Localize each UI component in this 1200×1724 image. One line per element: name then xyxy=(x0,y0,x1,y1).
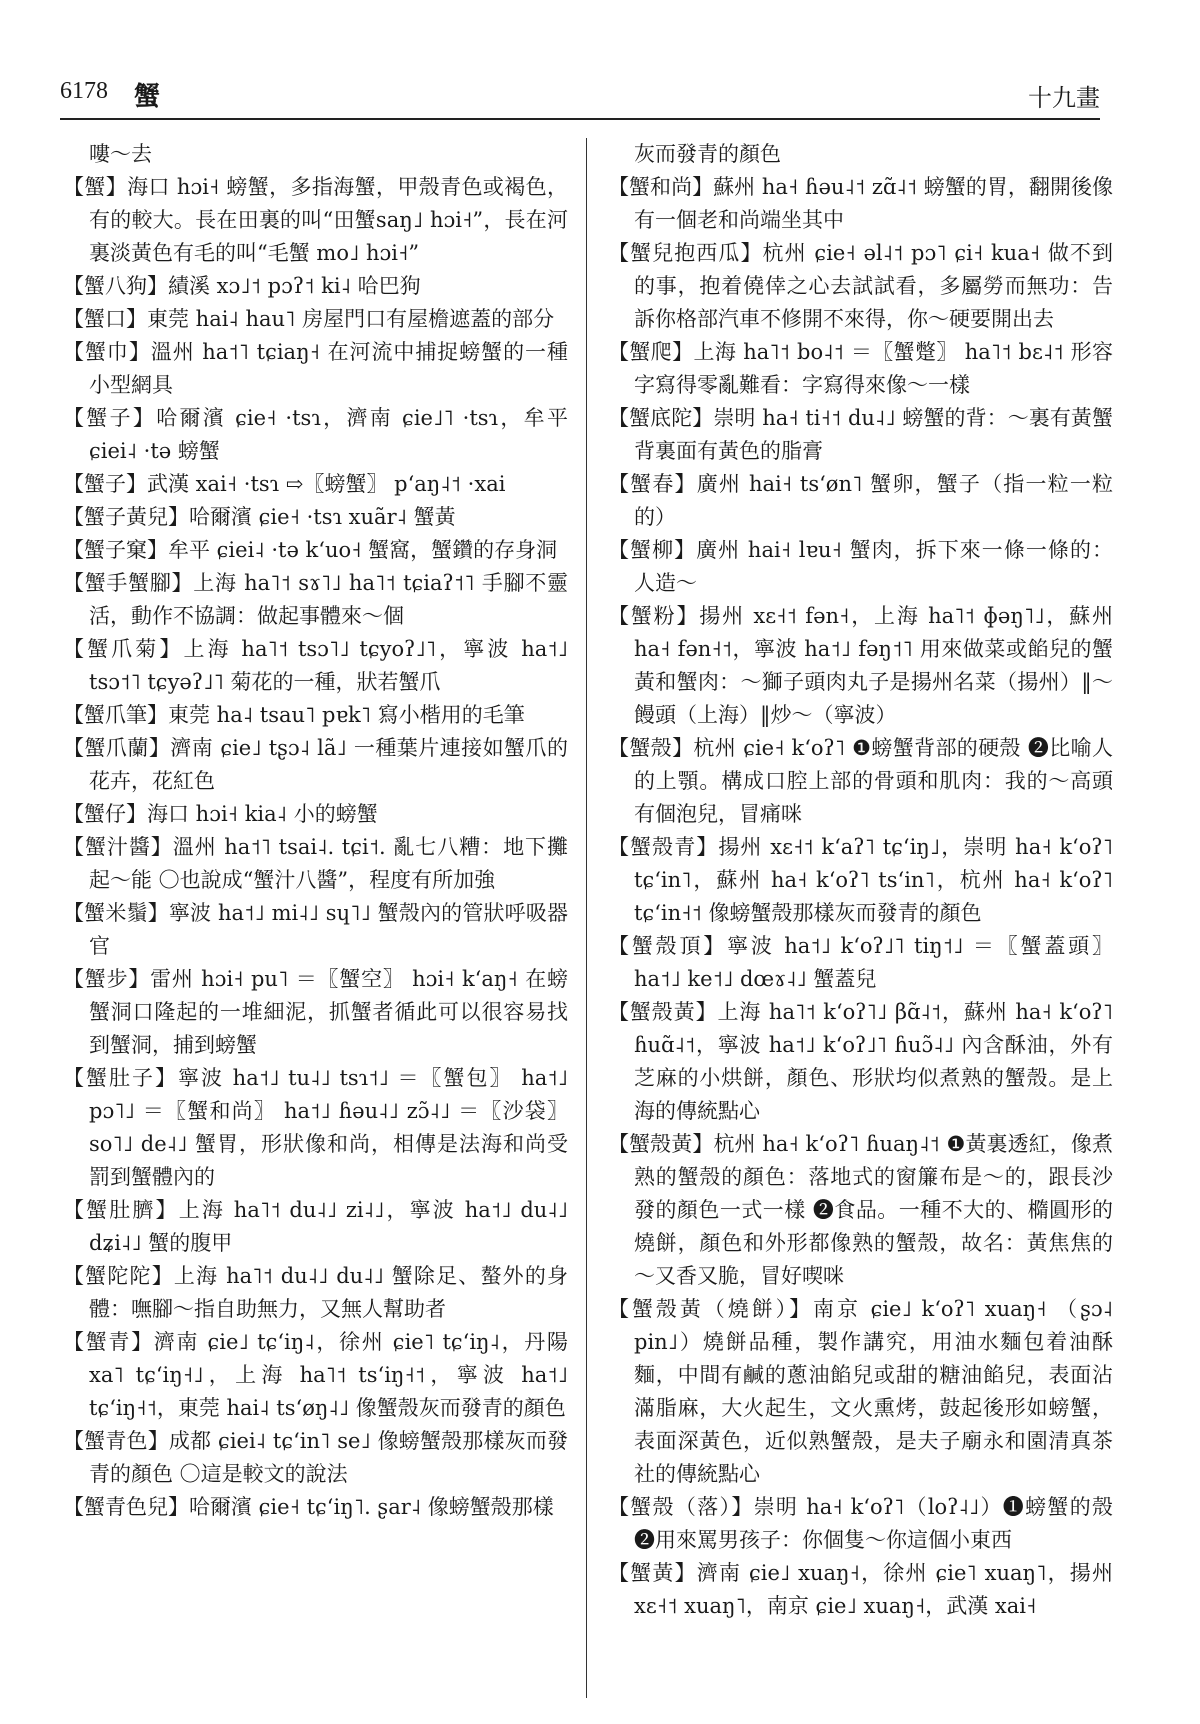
column-divider xyxy=(586,138,587,1698)
dictionary-entry: 【蟹春】廣州 hai˧ tsʻøn˥ 蟹卵，蟹子（指一粒一粒的） xyxy=(608,472,1113,529)
dictionary-entry: 【蟹青色兒】哈爾濱 ɕie˧ tɕʻiŋ˥. ʂar˨ 像螃蟹殼那樣 xyxy=(63,1495,554,1519)
head-character: 蟹 xyxy=(134,82,161,112)
dictionary-entry: 【蟹陀陀】上海 ha˥˦ du˨˩ du˨˩ 蟹除足、螯外的身體：嘸腳～指自助無力，又無人幫助者 xyxy=(63,1264,568,1321)
dictionary-entry: 【蟹巾】溫州 ha˦˥ tɕiaŋ˧ 在河流中捕捉螃蟹的一種小型網具 xyxy=(63,340,568,397)
dictionary-entry: 【蟹粉】揚州 xɛ˧˦ fən˧，上海 ha˥˦ ɸəŋ˥˩，蘇州 ha˧ fən˧˦，寧波 ha˦˩ fəŋ˦˥ 用來做菜或餡兒的蟹黃和蟹肉：～獅子頭肉丸子是揚州名菜（揚州）‖～饅頭（上海）‖炒～（寧波） xyxy=(608,604,1113,727)
dictionary-entry: 【蟹子黃兒】哈爾濱 ɕie˧ ·tsɿ xuãr˨ 蟹黃 xyxy=(63,505,456,529)
dictionary-entry: 【蟹底陀】崇明 ha˧ ti˧˦ du˨˩ 螃蟹的背：～裏有黃蟹背裏面有黃色的脂膏 xyxy=(608,406,1113,463)
dictionary-entry: 【蟹米鬚】寧波 ha˦˩ mi˨˩ sɥ˥˩ 蟹殼內的管狀呼吸器官 xyxy=(63,901,568,958)
entry-continuation: 灰而發青的顏色 xyxy=(634,142,781,166)
dictionary-entry: 【蟹八狗】績溪 xɔ˩˦ pɔʔ˦ ki˨ 哈巴狗 xyxy=(63,274,421,298)
dictionary-entry: 【蟹殼黃】杭州 ha˧ kʻoʔ˥ ɦuaŋ˨˦ ❶黃裏透紅，像煮熟的蟹殼的顏色：落地式的窗簾布是～的，跟長沙發的顏色一式一樣 ❷食品。一種不大的、橢圓形的燒餅，顏色和外形都像熟的蟹殼，故名：黃焦焦的～又香又脆，冒好喫咪 xyxy=(608,1132,1113,1288)
dictionary-entry: 【蟹青色】成都 ɕiei˨ tɕʻin˥ se˩ 像螃蟹殼那樣灰而發青的顏色 〇這是較文的說法 xyxy=(63,1429,568,1486)
dictionary-entry: 【蟹殼（落）】崇明 ha˧ kʻoʔ˥（loʔ˨˩）❶螃蟹的殼 ❷用來罵男孩子：你個隻～你這個小東西 xyxy=(608,1495,1113,1552)
page-header xyxy=(60,72,1100,120)
dictionary-entry: 【蟹和尚】蘇州 ha˧ ɦəu˨˦ zɑ̃˨˦ 螃蟹的胃，翻開後像有一個老和尚端坐其中 xyxy=(608,175,1113,232)
dictionary-entry: 【蟹仔】海口 hɔi˧ kia˨ 小的螃蟹 xyxy=(63,802,378,826)
dictionary-entry: 【蟹爪蘭】濟南 ɕie˩ tʂɔ˨ lã˩ 一種葉片連接如蟹爪的花卉，花紅色 xyxy=(63,736,568,793)
dictionary-entry: 【蟹殼青】揚州 xɛ˧˦ kʻaʔ˥ tɕʻiŋ˩，崇明 ha˧ kʻoʔ˥ tɕʻin˥，蘇州 ha˧ kʻoʔ˥ tsʻin˥，杭州 ha˧ kʻoʔ˥ tɕʻin˧˦ 像螃蟹殼那樣灰而發青的顏色 xyxy=(608,835,1113,925)
right-column xyxy=(608,138,1113,1623)
left-column xyxy=(63,138,568,1524)
dictionary-entry: 【蟹爪筆】東莞 ha˨ tsau˥ pɐk˥ 寫小楷用的毛筆 xyxy=(63,703,525,727)
dictionary-entry: 【蟹殼黃】上海 ha˥˦ kʻoʔ˥˩ βɑ̃˨˦，蘇州 ha˧ kʻoʔ˥ ɦuɑ̃˨˦，寧波 ha˦˩ kʻoʔ˩˥ ɦuɔ̃˨˩ 內含酥油，外有芝麻的小烘餅，顏色、形狀均似煮熟的蟹殼。是上海的傳統點心 xyxy=(608,1000,1113,1123)
dictionary-entry: 【蟹】海口 hɔi˧ 螃蟹，多指海蟹，甲殼青色或褐色，有的較大。長在田裏的叫“田蟹saŋ˩ hɔi˧”，長在河裏淡黃色有毛的叫“毛蟹 mo˩ hɔi˧” xyxy=(63,175,568,265)
dictionary-entry: 【蟹步】雷州 hɔi˧ pu˥ ＝〖蟹空〗 hɔi˧ kʻaŋ˧ 在螃蟹洞口隆起的一堆細泥，抓蟹者循此可以很容易找到蟹洞，捕到螃蟹 xyxy=(63,967,568,1057)
dictionary-entry: 【蟹兒抱西瓜】杭州 ɕie˧ əl˨˦ pɔ˥ ɕi˧ kua˧ 做不到的事，抱着僥倖之心去試試看，多屬勞而無功：告訴你格部汽車不修開不來得，你～硬要開出去 xyxy=(608,241,1113,331)
dictionary-entry: 【蟹殼頂】寧波 ha˦˩ kʻoʔ˩˥ tiŋ˦˩ ＝〖蟹蓋頭〗 ha˦˩ ke˦˩ dœɤ˨˩ 蟹蓋兒 xyxy=(608,934,1113,991)
dictionary-entry: 【蟹肚臍】上海 ha˥˦ du˨˩ zi˨˩，寧波 ha˦˩ du˨˩ dʑi˨˩ 蟹的腹甲 xyxy=(63,1198,568,1255)
entry-continuation: 嘍～去 xyxy=(89,142,152,166)
dictionary-entry: 【蟹爬】上海 ha˥˦ bo˨˦ ＝〖蟹蹩〗 ha˥˦ bɛ˨˦ 形容字寫得零亂難看：字寫得來像～一樣 xyxy=(608,340,1113,397)
dictionary-entry: 【蟹手蟹腳】上海 ha˥˦ sɤ˥˩ ha˥˦ tɕiaʔ˦˥ 手腳不靈活，動作不協調：做起事體來～個 xyxy=(63,571,568,628)
page-number: 6178 xyxy=(60,78,108,104)
dictionary-entry: 【蟹殼】杭州 ɕie˧ kʻoʔ˥ ❶螃蟹背部的硬殼 ❷比喻人的上顎。構成口腔上部的骨頭和肌肉：我的～高頭有個泡兒，冒痛咪 xyxy=(608,736,1113,826)
dictionary-entry: 【蟹青】濟南 ɕie˩ tɕʻiŋ˨，徐州 ɕie˥ tɕʻiŋ˨，丹陽 xa˥ tɕʻiŋ˧˩，上海 ha˥˦ tsʻiŋ˧˦，寧波 ha˦˩ tɕʻiŋ˧˦，東莞 hai˨ tsʻøŋ˨˩ 像蟹殼灰而發青的顏色 xyxy=(63,1330,568,1420)
dictionary-entry: 【蟹子】哈爾濱 ɕie˧ ·tsɿ，濟南 ɕie˩˥ ·tsɿ，牟平 ɕiei˨ ·tə 螃蟹 xyxy=(63,406,568,463)
dictionary-entry: 【蟹肚子】寧波 ha˦˩ tu˨˩ tsɿ˦˩ ＝〖蟹包〗 ha˦˩ pɔ˥˩ ＝〖蟹和尚〗 ha˦˩ ɦəu˨˩ zɔ̃˨˩ ＝〖沙袋〗 so˥˩ de˨˩ 蟹胃，形狀像和尚，相傳是法海和尚受罰到蟹體內的 xyxy=(63,1066,568,1189)
dictionary-entry: 【蟹黃】濟南 ɕie˩ xuaŋ˧，徐州 ɕie˥ xuaŋ˥，揚州 xɛ˧˦ xuaŋ˥，南京 ɕie˩ xuaŋ˧，武漢 xai˧ xyxy=(608,1561,1113,1618)
dictionary-entry: 【蟹汁醬】溫州 ha˦˥ tsai˨. tɕi˦. 亂七八糟：地下攤起～能 〇也說成“蟹汁八醬”，程度有所加強 xyxy=(63,835,568,892)
stroke-count-section: 十九畫 xyxy=(1028,84,1100,112)
dictionary-entry: 【蟹爪菊】上海 ha˥˦ tsɔ˥˩ tɕyoʔ˩˥，寧波 ha˦˩ tsɔ˦˥ tɕyəʔ˩˥ 菊花的一種，狀若蟹爪 xyxy=(63,637,568,694)
dictionary-entry: 【蟹殼黃（燒餅）】南京 ɕie˩ kʻoʔ˥ xuaŋ˧ （ʂɔ˨ pin˩）燒餅品種，製作講究，用油水麵包着油酥麵，中間有鹹的蔥油餡兒或甜的糖油餡兒，表面沾滿脂麻，大火起生，文火熏烤，鼓起後形如螃蟹，表面深黃色，近似熟蟹殼，是夫子廟永和園清真茶社的傳統點心 xyxy=(608,1297,1113,1486)
dictionary-entry: 【蟹柳】廣州 hai˧ lɐu˧ 蟹肉，拆下來一條一條的：人造～ xyxy=(608,538,1113,595)
dictionary-entry: 【蟹子窠】牟平 ɕiei˨ ·tə kʻuo˧ 蟹窩，蟹鑽的存身洞 xyxy=(63,538,558,562)
dictionary-entry: 【蟹子】武漢 xai˧ ·tsɿ ⇨〖螃蟹〗 pʻaŋ˨˦ ·xai xyxy=(63,472,506,496)
dictionary-entry: 【蟹口】東莞 hai˨ hau˥ 房屋門口有屋檐遮蓋的部分 xyxy=(63,307,555,331)
